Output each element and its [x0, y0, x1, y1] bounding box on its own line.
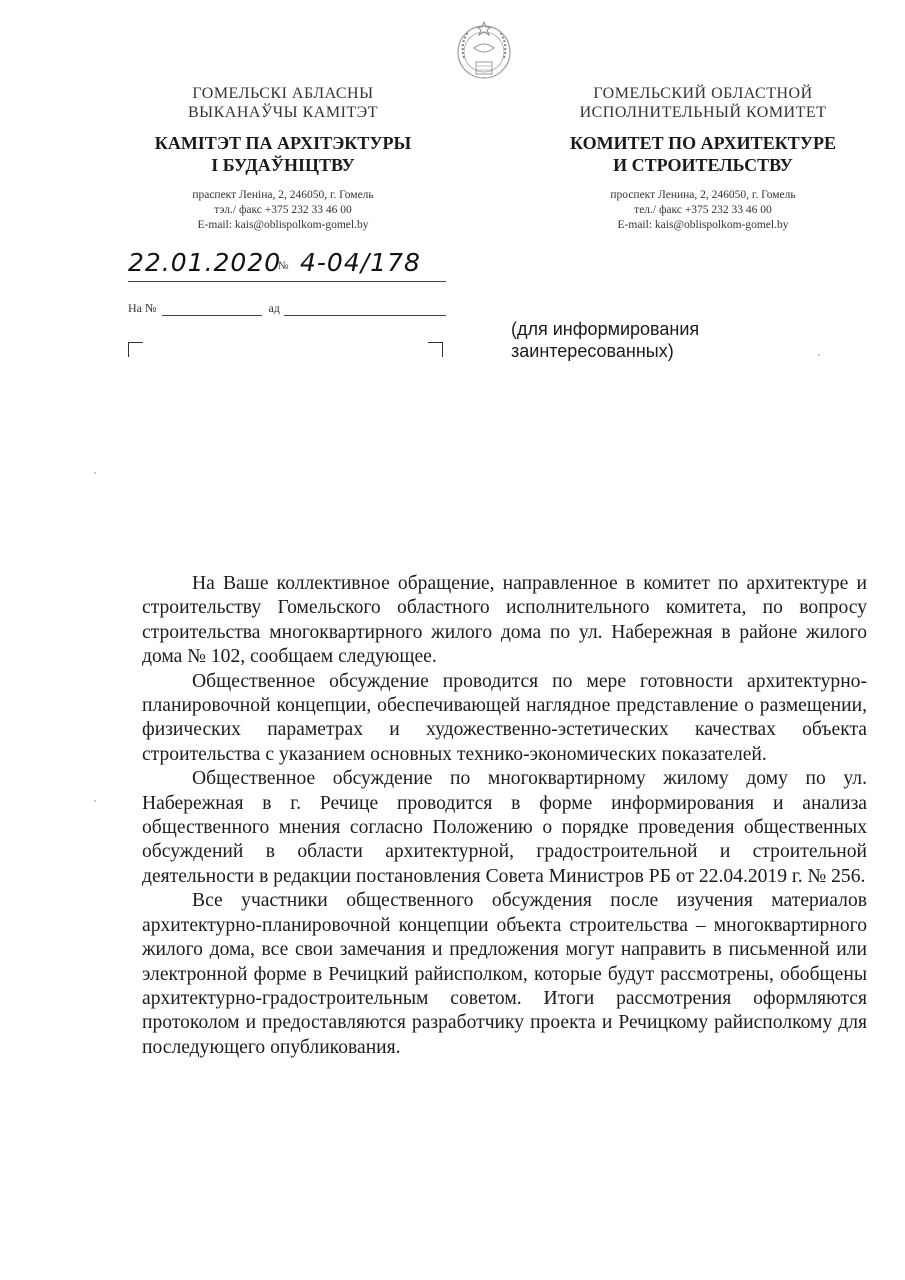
state-emblem-icon: [452, 18, 516, 82]
recipient: [511, 318, 699, 362]
reference-line: [128, 301, 446, 316]
reference-date-blank: [284, 303, 446, 316]
address: праспект Леніна, 2, 246050, г. Гомель: [192, 189, 374, 201]
phone: тел./ факс +375 232 33 46 00: [634, 204, 772, 216]
body-paragraph-2: Общественное обсуждение проводится по мере готовности архитектурно-планировочной концепции, обеспечивающей наглядное представление о размещении, физических параметрах и художественно-эстетических качествах объекта строительства с указанием основных технико-экономических показателей.: [142, 670, 867, 765]
committee-name: [538, 132, 868, 176]
scan-mark: [818, 354, 820, 356]
reference-prefix: На №: [128, 301, 157, 315]
scan-mark: [94, 800, 96, 802]
address-corner-left: [128, 342, 143, 357]
authority-name-line2: ИСПОЛНИТЕЛЬНЫЙ КОМИТЕТ: [579, 104, 827, 121]
contact-block: [538, 188, 868, 233]
recipient-line2: заинтересованных): [511, 341, 674, 361]
reference-from-label: ад: [268, 301, 280, 315]
phone: тэл./ факс +375 232 33 46 00: [214, 204, 352, 216]
reference-number-blank: [162, 303, 262, 316]
registration-line: [128, 248, 446, 282]
registration-number-label: №: [278, 260, 289, 272]
committee-name: [118, 132, 448, 176]
committee-name-line1: КОМИТЕТ ПО АРХИТЕКТУРЕ: [570, 133, 836, 153]
authority-name-line1: ГОМЕЛЬСКИЙ ОБЛАСТНОЙ: [593, 85, 813, 102]
address: проспект Ленина, 2, 246050, г. Гомель: [610, 189, 796, 201]
registration-date: 22.01.2020: [128, 248, 282, 277]
email: E-mail: kais@oblispolkom-gomel.by: [197, 219, 369, 231]
body-paragraph-4: Все участники общественного обсуждения после изучения материалов архитектурно-планировочной концепции объекта строительства – многоквартирного жилого дома, все свои замечания и предложения могут направить в письменной или электронной форме в Речицкий райисполком, которые будут рассмотрены, обобщены архитектурно-градостроительным советом. Итоги рассмотрения оформляются протоколом и предоставляются разработчику проекта и Речицкому райисполкому для последующего опубликования.: [142, 890, 867, 1058]
contact-block: [118, 188, 448, 233]
email: E-mail: kais@oblispolkom-gomel.by: [617, 219, 789, 231]
registration-underline: [128, 281, 446, 282]
scan-mark: [94, 472, 96, 474]
committee-name-line2: І БУДАЎНІЦТВУ: [211, 155, 355, 175]
committee-name-line1: КАМІТЭТ ПА АРХІТЭКТУРЫ: [154, 133, 412, 153]
letter-body: [142, 572, 867, 1060]
authority-name-line2: ВЫКАНАЎЧЫ КАМІТЭТ: [187, 104, 379, 121]
body-paragraph-1: На Ваше коллективное обращение, направленное в комитет по архитектуре и строительству Гомельского областного исполнительного комитета, по вопросу строительства многоквартирного жилого дома по ул. Набережная в районе жилого дома № 102, сообщаем следующее.: [142, 573, 867, 668]
body-paragraph-3: Общественное обсуждение по многоквартирному жилому дому по ул. Набережная в г. Речице проводится в форме информирования и анализа общественного мнения согласно Положению о порядке проведения общественных обсуждений в области архитектурной, градостроительной и строительной деятельности в редакции постановления Совета Министров РБ от 22.04.2019 г. № 256.: [142, 768, 867, 887]
registration-number: 4-04/178: [300, 248, 421, 277]
header-belarusian: [118, 84, 448, 233]
recipient-line1: (для информирования: [511, 319, 700, 339]
committee-name-line2: И СТРОИТЕЛЬСТВУ: [613, 155, 793, 175]
authority-name-line1: ГОМЕЛЬСКІ АБЛАСНЫ: [192, 85, 374, 102]
address-corner-right: [428, 342, 443, 357]
header-russian: [538, 84, 868, 233]
